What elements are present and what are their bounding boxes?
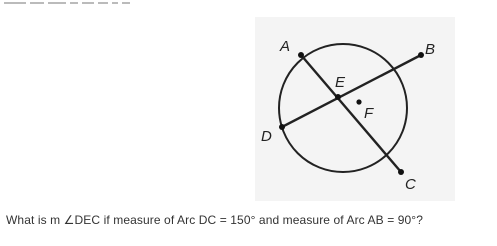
point-a-dot bbox=[298, 52, 304, 58]
point-b-dot bbox=[418, 52, 424, 58]
point-f-dot bbox=[356, 99, 361, 104]
point-c-dot bbox=[398, 169, 404, 175]
cropped-text-mark bbox=[122, 2, 130, 4]
label-c: C bbox=[405, 176, 416, 193]
point-d-dot bbox=[279, 124, 285, 130]
cropped-text-mark bbox=[98, 2, 108, 4]
label-d: D bbox=[261, 128, 272, 145]
label-f: F bbox=[364, 105, 374, 122]
chord-db bbox=[282, 55, 421, 127]
cropped-text-mark bbox=[4, 2, 26, 4]
cropped-text-mark bbox=[30, 2, 44, 4]
label-b: B bbox=[425, 41, 436, 58]
question-text: What is m ∠DEC if measure of Arc DC = 150° and measure of Arc AB = 90°? bbox=[6, 213, 423, 227]
label-a: A bbox=[280, 38, 291, 55]
cropped-text-marks bbox=[0, 0, 497, 4]
circle-diagram bbox=[255, 17, 455, 201]
circle-f bbox=[279, 44, 407, 172]
circle-diagram-panel bbox=[255, 17, 455, 201]
point-e-dot bbox=[335, 94, 341, 100]
cropped-text-mark bbox=[82, 2, 94, 4]
cropped-text-mark bbox=[70, 2, 78, 4]
cropped-text-mark bbox=[112, 2, 118, 4]
label-e: E bbox=[335, 74, 346, 91]
cropped-text-fragment bbox=[0, 0, 497, 4]
cropped-text-mark bbox=[48, 2, 66, 4]
